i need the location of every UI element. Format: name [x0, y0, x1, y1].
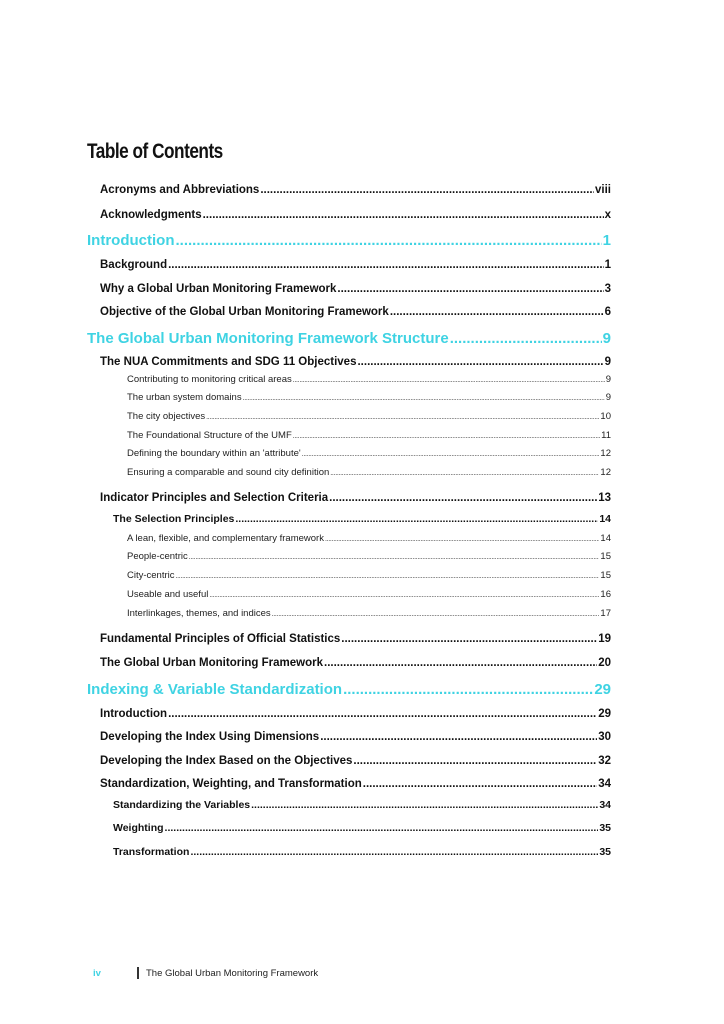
dot-leader — [165, 822, 599, 834]
dot-leader — [357, 356, 603, 368]
dot-leader — [293, 377, 605, 384]
toc-entry-label: The city objectives — [127, 411, 206, 422]
toc-entry-page: 3 — [604, 283, 611, 295]
toc-entry-label: The NUA Commitments and SDG 11 Objectives — [100, 356, 357, 368]
toc-entry[interactable] — [127, 411, 611, 422]
dot-leader — [251, 799, 598, 811]
toc-entry-page: 9 — [605, 392, 611, 403]
toc-entry[interactable] — [113, 822, 611, 834]
toc-entry[interactable] — [127, 608, 611, 619]
toc-entry[interactable] — [100, 306, 611, 318]
toc-entry-page: 29 — [594, 681, 611, 698]
toc-entry-page: 9 — [605, 374, 611, 385]
dot-leader — [320, 731, 597, 743]
toc-entry-page: 30 — [598, 731, 611, 743]
dot-leader — [175, 232, 601, 249]
toc-entry[interactable] — [100, 731, 611, 743]
toc-entry-label: A lean, flexible, and complementary framework — [127, 533, 324, 544]
toc-entry[interactable] — [127, 430, 611, 441]
toc-entry[interactable] — [100, 356, 611, 368]
toc-entry-page: 14 — [599, 513, 611, 525]
toc-entry-label: Indicator Principles and Selection Criteria — [100, 492, 329, 504]
dot-leader — [176, 573, 600, 580]
toc-entry[interactable] — [100, 657, 611, 669]
toc-entry-page: 1 — [604, 259, 611, 271]
dot-leader — [324, 657, 597, 669]
toc-entry-page: 11 — [601, 430, 611, 441]
dot-leader — [235, 513, 598, 525]
toc-entry-label: Introduction — [100, 708, 168, 720]
toc-entry-page: 35 — [599, 822, 611, 834]
toc-entry[interactable] — [127, 589, 611, 600]
dot-leader — [353, 755, 597, 767]
toc-entry-page: viii — [595, 184, 611, 196]
toc-entry-page: 29 — [598, 708, 611, 720]
dot-leader — [190, 846, 598, 858]
toc-entry-page: 12 — [600, 448, 611, 459]
dot-leader — [390, 306, 604, 318]
toc-entry-page: 14 — [600, 533, 611, 544]
toc-entry[interactable] — [100, 259, 611, 271]
toc-entry-page: 35 — [599, 846, 611, 858]
dot-leader — [189, 554, 600, 561]
toc-entry-label: Fundamental Principles of Official Statistics — [100, 633, 341, 645]
toc-entry-page: 32 — [598, 755, 611, 767]
toc-entry-label: The urban system domains — [127, 392, 242, 403]
toc-entry-label: Standardization, Weighting, and Transformation — [100, 778, 362, 790]
footer-document-title: The Global Urban Monitoring Framework — [146, 967, 319, 979]
toc-entry[interactable] — [127, 551, 611, 562]
toc-entry-page: x — [604, 209, 611, 221]
dot-leader — [363, 778, 597, 790]
dot-leader — [329, 492, 597, 504]
dot-leader — [168, 708, 597, 720]
dot-leader — [293, 433, 600, 440]
toc-entry[interactable] — [87, 232, 611, 249]
toc-entry[interactable] — [127, 570, 611, 581]
toc-entry[interactable] — [113, 799, 611, 811]
toc-entry-page: 34 — [598, 778, 611, 790]
dot-leader — [325, 536, 599, 543]
toc-entry-label: Standardizing the Variables — [113, 799, 251, 811]
dot-leader — [272, 611, 600, 618]
dot-leader — [260, 184, 594, 196]
dot-leader — [209, 592, 599, 599]
page-title: Table of Contents — [87, 140, 223, 163]
toc-entry-page: 15 — [600, 551, 611, 562]
toc-entry-page: 17 — [600, 608, 611, 619]
toc-entry-label: Developing the Index Using Dimensions — [100, 731, 320, 743]
page-footer — [93, 967, 318, 979]
toc-entry-page: 12 — [600, 467, 611, 478]
toc-entry-label: The Global Urban Monitoring Framework Structure — [87, 330, 449, 347]
toc-entry-label: Why a Global Urban Monitoring Framework — [100, 283, 337, 295]
toc-entry-page: 19 — [598, 633, 611, 645]
toc-entry[interactable] — [127, 533, 611, 544]
toc-entry-label: Contributing to monitoring critical areas — [127, 374, 292, 385]
toc-entry-label: Objective of the Global Urban Monitoring Framework — [100, 306, 389, 318]
dot-leader — [330, 470, 599, 477]
toc-entry[interactable] — [87, 330, 611, 347]
dot-leader — [337, 283, 603, 295]
toc-entry-page: 16 — [600, 589, 611, 600]
footer-page-number: iv — [93, 967, 101, 979]
toc-entry[interactable] — [100, 283, 611, 295]
toc-entry[interactable] — [113, 513, 611, 525]
toc-entry[interactable] — [100, 755, 611, 767]
toc-entry-label: Useable and useful — [127, 589, 209, 600]
toc-entry-page: 13 — [598, 492, 611, 504]
dot-leader — [450, 330, 602, 347]
dot-leader — [341, 633, 597, 645]
toc-entry[interactable] — [100, 492, 611, 504]
toc-entry-label: Developing the Index Based on the Objectives — [100, 755, 353, 767]
toc-entry-page: 15 — [600, 570, 611, 581]
toc-entry[interactable] — [127, 448, 611, 459]
toc-entry-label: The Selection Principles — [113, 513, 235, 525]
toc-entry[interactable] — [100, 633, 611, 645]
toc-entry-page: 10 — [600, 411, 611, 422]
toc-entry-label: The Foundational Structure of the UMF — [127, 430, 292, 441]
toc-entry[interactable] — [127, 374, 611, 385]
toc-entry[interactable] — [87, 681, 611, 698]
toc-entry[interactable] — [113, 846, 611, 858]
toc-entry-label: Transformation — [113, 846, 190, 858]
dot-leader — [203, 209, 604, 221]
toc-entry-label: Defining the boundary within an 'attribute' — [127, 448, 301, 459]
dot-leader — [302, 451, 600, 458]
toc-entry-label: Acknowledgments — [100, 209, 202, 221]
toc-entry-label: Background — [100, 259, 168, 271]
toc-entry-page: 6 — [604, 306, 611, 318]
toc-entry-page: 20 — [598, 657, 611, 669]
dot-leader — [243, 395, 605, 402]
toc-entry-page: 9 — [604, 356, 611, 368]
toc-entry[interactable] — [100, 209, 611, 221]
toc-entry-label: Acronyms and Abbreviations — [100, 184, 260, 196]
dot-leader — [343, 681, 593, 698]
toc-entry[interactable] — [100, 184, 611, 196]
toc-entry[interactable] — [127, 467, 611, 478]
toc-entry[interactable] — [127, 392, 611, 403]
toc-entry-label: Introduction — [87, 232, 175, 249]
footer-divider — [137, 967, 139, 979]
toc-entry[interactable] — [100, 778, 611, 790]
toc-entry-label: People-centric — [127, 551, 188, 562]
toc-entry-label: Ensuring a comparable and sound city definition — [127, 467, 330, 478]
toc-entry[interactable] — [100, 708, 611, 720]
toc-entry-page: 1 — [602, 232, 611, 249]
dot-leader — [168, 259, 604, 271]
toc-entry-label: Indexing & Variable Standardization — [87, 681, 343, 698]
toc-entry-label: Interlinkages, themes, and indices — [127, 608, 271, 619]
dot-leader — [206, 414, 599, 421]
toc-entry-label: City-centric — [127, 570, 175, 581]
toc-entry-label: The Global Urban Monitoring Framework — [100, 657, 323, 669]
toc-entry-page: 34 — [599, 799, 611, 811]
toc-entry-page: 9 — [602, 330, 611, 347]
toc-entry-label: Weighting — [113, 822, 164, 834]
